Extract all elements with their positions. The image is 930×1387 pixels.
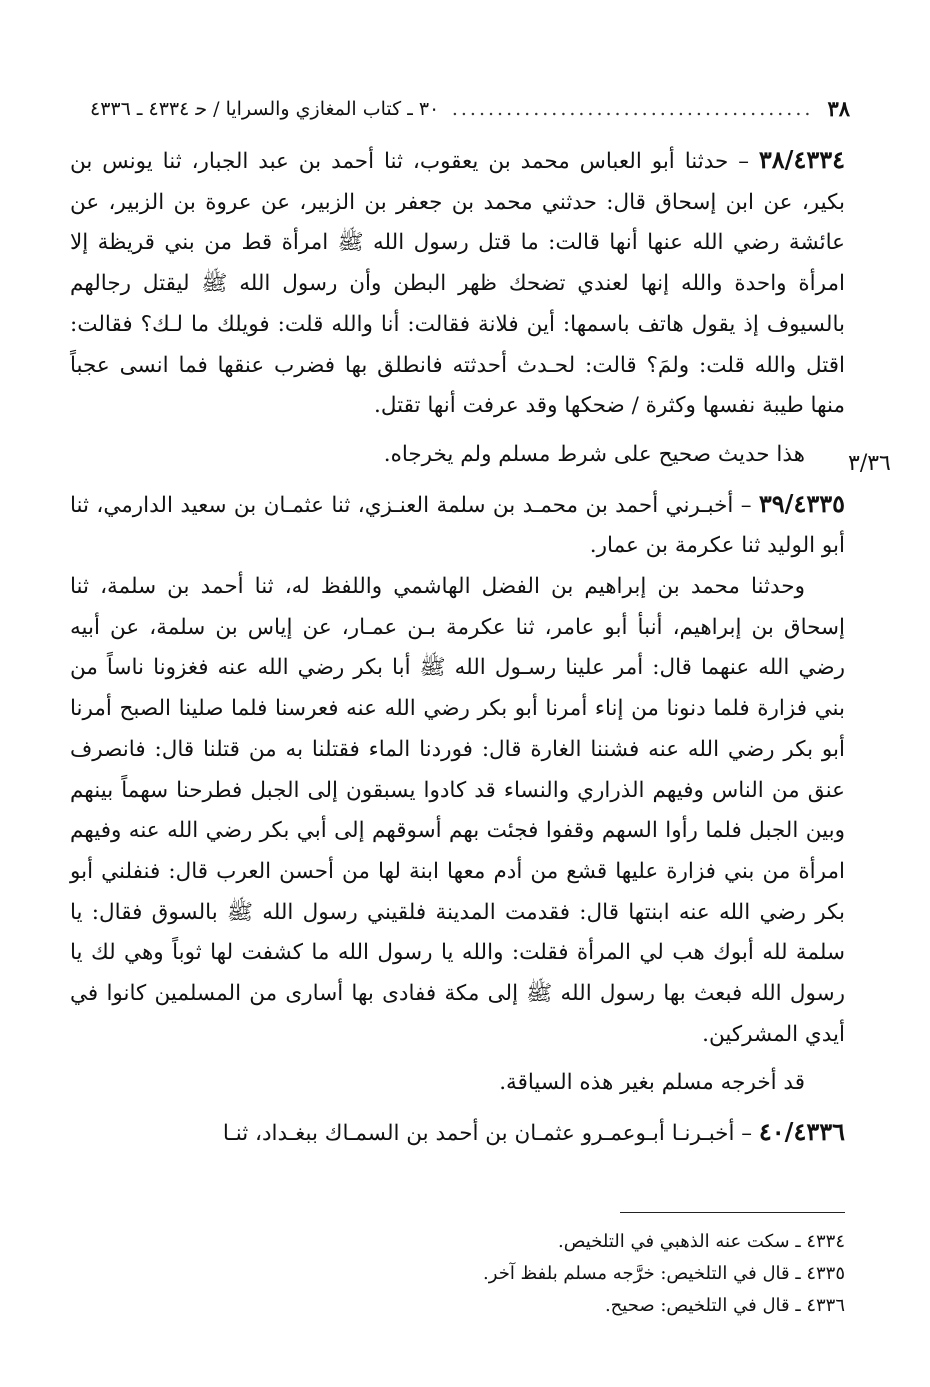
hadith-number: ٣٩/٤٣٣٥ bbox=[758, 488, 845, 518]
hadith-4334 bbox=[70, 140, 845, 427]
running-head bbox=[90, 92, 850, 126]
leader-dots: ........................................ bbox=[451, 98, 814, 120]
footnote: ٤٣٣٥ ـ قال في التلخيص: خرَّجه مسلم بلفظ آخر. bbox=[483, 1263, 845, 1284]
hadith-text: – أخبـرنـا أبـوعمـرو عثمـان بن أحمد بن السمـاك ببغـداد، ثنـا bbox=[222, 1121, 753, 1147]
hadith-comment: قد أخرجه مسلم بغير هذه السياقة. bbox=[499, 1070, 805, 1096]
running-head-title: ٣٠ ـ كتاب المغازي والسرايا / ﺣ ٤٣٣٤ ـ ٤٣٣٦ bbox=[90, 98, 440, 120]
page-number: ٣٨ bbox=[827, 96, 850, 121]
hadith-number: ٤٠/٤٣٣٦ bbox=[758, 1117, 845, 1147]
footnote-divider bbox=[620, 1212, 845, 1213]
hadith-text: – أخبـرني أحمد بن محمـد بن سلمة العنـزي، ثنا عثمـان بن سعيد الدارمي، ثنا أبو الوليد ثنا عكرمة بن عمار. bbox=[70, 492, 845, 559]
hadith-comment: هذا حديث صحيح على شرط مسلم ولم يخرجاه. bbox=[383, 441, 805, 467]
hadith-text: – حدثنا أبو العباس محمد بن يعقوب، ثنا أحمد بن عبد الجبار، ثنا يونس بن بكير، عن ابن إسحاق قال: حدثني محمد بن جعفر بن الزبير، عن عروة بن الزبير، عن عائشة رضي الله عنها أنها قالت: ما قتل رسول الله ﷺ امرأة قط من بني قريظة إلا امرأة واحدة والله إنها لعندي تضحك ظهر البطن وأن رسول الله ﷺ ليقتل رجالهم بالسيوف إذ يقول هاتف باسمها: أين فلانة فقالت: أنا والله قلت: فويلك ما لـك؟ فقالت: اقتل والله قلت: ولمَ؟ قالت: لحـدث أحدثته فانطلق بها فضرب عنقها فما انسى عجباً منها طيبة نفسها وكثرة / ضحكها وقد عرفت أنها تقتل. bbox=[70, 149, 845, 419]
footnote: ٤٣٣٤ ـ سكت عنه الذهبي في التلخيص. bbox=[558, 1231, 845, 1252]
main-text bbox=[70, 140, 845, 1155]
hadith-text-continued: وحدثنا محمد بن إبراهيم بن الفضل الهاشمي واللفظ له، ثنا أحمد بن سلمة، ثنا إسحاق بن إبراهيم، أنبأ أبو عامر، ثنا عكرمة بـن عمـار، عن إياس بن سلمة، عن أبيه رضي الله عنهما قال: أمر علينا رسـول الله ﷺ أبا بكر رضي الله عنه فغزونا ناساً من بني فزارة فلما دنونا من إناء أمرنا أبو بكر رضي الله عنه فعرسنا فلما صلينا الصبح أمرنا أبو بكر رضي الله عنه فشننا الغارة قال: فوردنا الماء فقتلنا به من قتلنا قال: فانصرف عنق من الناس وفيهم الذراري والنساء قد كادوا يسبقون إلى الجبل فطرحنا سهماً بينهم وبين الجبل فلما رأوا السهم وقفوا فجئت بهم أسوقهم إلى أبي بكر رضي الله عنه وفيهم امرأة من بني فزارة عليها قشع من أدم معها ابنة لها من أحسن العرب قال: فنفلني أبو بكر رضي الله عنه ابنتها قال: فقدمت المدينة فلقيني رسول الله ﷺ بالسوق فقال: يا سلمة لله أبوك هب لي المرأة فقلت: والله يا رسول الله ما كشفت لها ثوباً وهي لك يا رسول الله فبعث بها رسول الله ﷺ إلى مكة ففادى بها أسارى من المسلمين كانوا في أيدي المشركين. bbox=[70, 574, 845, 1047]
footnote: ٤٣٣٦ ـ قال في التلخيص: صحيح. bbox=[604, 1295, 845, 1316]
footnotes bbox=[300, 1226, 845, 1322]
hadith-4335 bbox=[70, 484, 845, 567]
margin-page-ref: ٣/٣٦ bbox=[848, 451, 891, 476]
hadith-4336 bbox=[70, 1112, 845, 1155]
hadith-number: ٣٨/٤٣٣٤ bbox=[758, 145, 845, 174]
